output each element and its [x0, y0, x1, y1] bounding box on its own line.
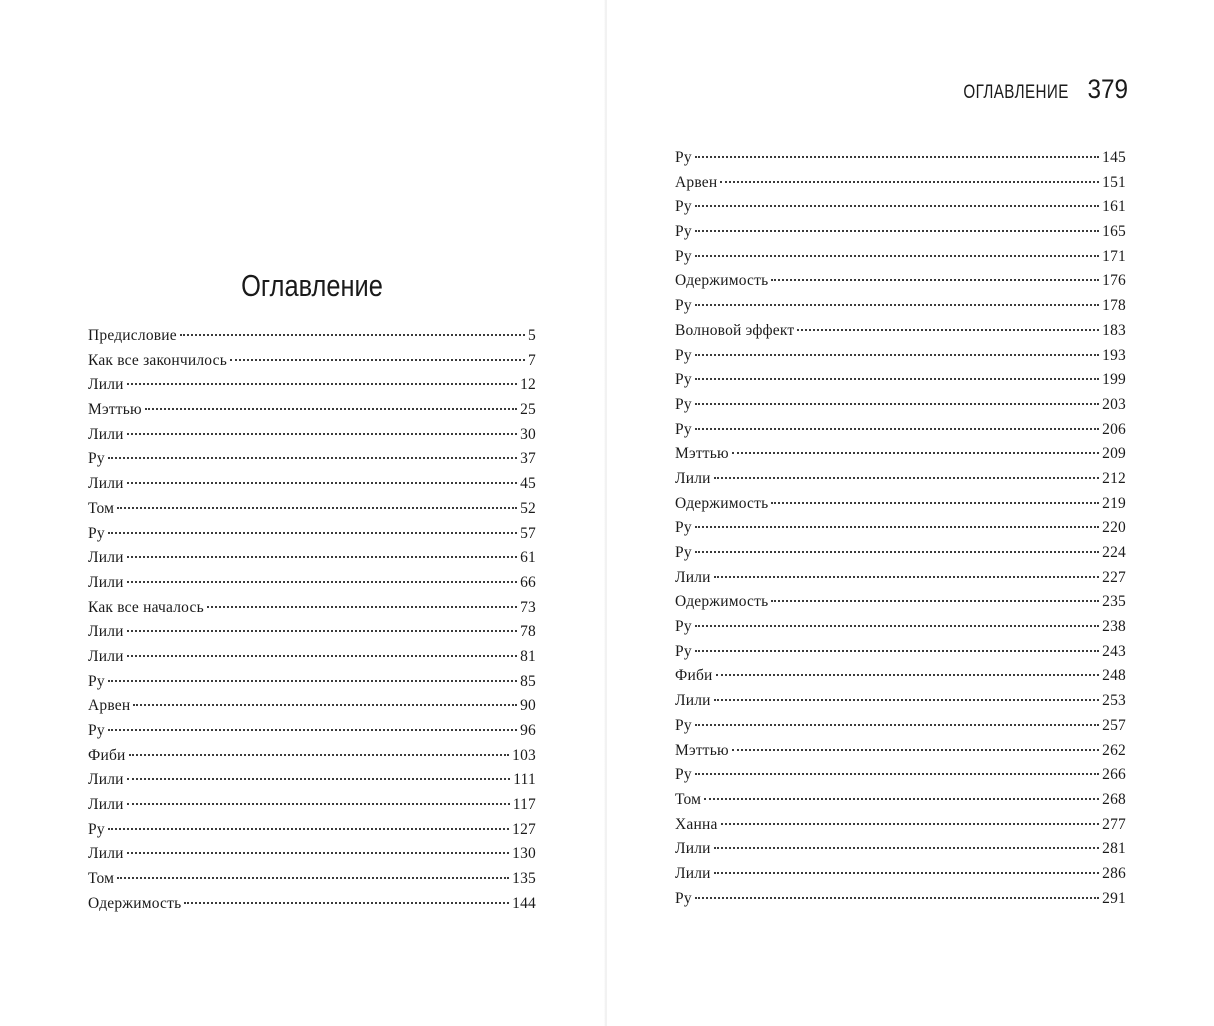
- toc-entry-title: Мэттью: [675, 445, 729, 463]
- toc-entry-title: Ханна: [675, 815, 718, 833]
- toc-entry: [675, 615, 1126, 640]
- toc-entry-page: 262: [1102, 741, 1126, 759]
- toc-entry-title: Ру: [675, 247, 692, 265]
- toc-entry: [88, 768, 536, 793]
- toc-entry: [675, 269, 1126, 294]
- toc-entry-title: Одержимость: [675, 494, 769, 512]
- dot-leader: [714, 699, 1100, 701]
- toc-entry-title: Одержимость: [675, 272, 769, 290]
- dot-leader: [721, 823, 1100, 825]
- toc-entry: [675, 146, 1126, 171]
- toc-entry-title: Ру: [675, 544, 692, 561]
- toc-entry: [675, 245, 1126, 270]
- toc-entry: [675, 590, 1126, 615]
- toc-entry: [675, 467, 1126, 492]
- toc-entry-title: Ру: [675, 198, 692, 216]
- toc-entry: [675, 689, 1126, 714]
- toc-entry-title: Мэттью: [88, 401, 142, 419]
- dot-leader: [127, 383, 517, 385]
- toc-entry-title: Ру: [675, 395, 692, 413]
- toc-entry-title: Ру: [675, 297, 692, 315]
- toc-entry: [88, 349, 536, 374]
- dot-leader: [695, 378, 1099, 380]
- toc-entry-page: 257: [1102, 716, 1126, 734]
- dot-leader: [695, 156, 1099, 158]
- dot-leader: [127, 581, 517, 583]
- toc-entry: [675, 788, 1126, 813]
- toc-entry-title: Арвен: [675, 173, 718, 191]
- toc-entry: [675, 368, 1126, 393]
- toc-entry: [675, 664, 1126, 689]
- toc-entry-title: Лили: [675, 864, 711, 882]
- toc-entry-title: Лили: [88, 623, 124, 641]
- dot-leader: [714, 847, 1100, 849]
- toc-entry-title: Лили: [88, 647, 124, 665]
- toc-entry-page: 85: [520, 672, 536, 690]
- dot-leader: [714, 477, 1100, 479]
- toc-entry: [88, 719, 536, 744]
- toc-list-left: [88, 324, 536, 917]
- dot-leader: [145, 408, 517, 410]
- dot-leader: [771, 600, 1099, 602]
- toc-entry-title: Лили: [88, 475, 124, 493]
- dot-leader: [695, 428, 1099, 430]
- toc-entry-title: Ру: [88, 450, 105, 468]
- toc-entry: [675, 837, 1126, 862]
- toc-entry-title: Ру: [675, 889, 692, 907]
- toc-entry-page: 7: [528, 351, 536, 369]
- toc-entry-page: 151: [1102, 173, 1126, 191]
- toc-entry: [88, 324, 536, 349]
- toc-entry: [675, 195, 1126, 220]
- toc-entry-title: Лили: [88, 573, 124, 591]
- toc-entry-page: 111: [513, 771, 536, 789]
- toc-entry-title: Как все началось: [88, 598, 204, 616]
- toc-entry: [675, 566, 1126, 591]
- toc-entry-page: 277: [1102, 815, 1126, 833]
- toc-entry: [88, 497, 536, 522]
- toc-entry: [88, 620, 536, 645]
- dot-leader: [695, 205, 1099, 207]
- toc-entry-title: Лили: [88, 376, 124, 394]
- dot-leader: [732, 749, 1099, 751]
- dot-leader: [695, 773, 1099, 775]
- toc-entry-page: 171: [1102, 247, 1126, 265]
- toc-entry-page: 209: [1102, 445, 1126, 463]
- dot-leader: [771, 502, 1099, 504]
- toc-entry-title: Лили: [88, 549, 124, 567]
- toc-entry-page: 66: [520, 573, 536, 591]
- toc-entry: [88, 867, 536, 892]
- toc-entry: [88, 423, 536, 448]
- toc-entry-title: Ру: [675, 716, 692, 734]
- toc-entry: [88, 522, 536, 547]
- toc-entry: [675, 516, 1126, 541]
- dot-leader: [108, 828, 509, 830]
- toc-entry-title: Лили: [88, 796, 124, 814]
- toc-entry-title: Как все закончилось: [88, 351, 227, 369]
- toc-entry-page: 5: [528, 327, 536, 344]
- toc-entry-title: Ру: [675, 223, 692, 241]
- dot-leader: [704, 798, 1099, 800]
- dot-leader: [127, 433, 517, 435]
- dot-leader: [108, 729, 517, 731]
- toc-entry-page: 176: [1102, 272, 1126, 290]
- dot-leader: [695, 403, 1099, 405]
- toc-entry-page: 145: [1102, 149, 1126, 166]
- toc-entry-page: 248: [1102, 667, 1126, 685]
- toc-entry-page: 199: [1102, 371, 1126, 389]
- toc-entry-title: Ру: [88, 524, 105, 542]
- toc-entry-title: Ру: [675, 420, 692, 438]
- toc-entry-page: 206: [1102, 420, 1126, 438]
- toc-entry-title: Арвен: [88, 697, 131, 715]
- toc-entry: [675, 319, 1126, 344]
- toc-entry: [675, 813, 1126, 838]
- toc-entry-page: 30: [520, 425, 536, 443]
- toc-entry-title: Одержимость: [88, 894, 182, 912]
- toc-entry: [88, 892, 536, 917]
- toc-entry-title: Том: [675, 790, 702, 808]
- toc-entry-title: Лили: [675, 469, 711, 487]
- toc-entry-title: Волновой эффект: [675, 321, 795, 339]
- toc-entry-page: 52: [520, 499, 536, 517]
- toc-entry-title: Лили: [675, 840, 711, 858]
- dot-leader: [695, 650, 1099, 652]
- toc-entry-page: 281: [1102, 840, 1126, 858]
- toc-entry-title: Том: [88, 499, 115, 517]
- toc-entry-page: 238: [1102, 618, 1126, 636]
- dot-leader: [695, 255, 1099, 257]
- toc-entry-page: 268: [1102, 790, 1126, 808]
- toc-entry-page: 219: [1102, 494, 1126, 512]
- toc-entry-title: Ру: [675, 766, 692, 784]
- dot-leader: [797, 329, 1099, 331]
- toc-entry-page: 96: [520, 722, 536, 739]
- toc-entry: [675, 714, 1126, 739]
- dot-leader: [127, 556, 517, 558]
- toc-entry-page: 243: [1102, 642, 1126, 660]
- toc-entry: [675, 393, 1126, 418]
- toc-entry-page: 235: [1102, 593, 1126, 611]
- toc-entry-title: Том: [88, 870, 115, 888]
- toc-entry: [675, 541, 1126, 566]
- dot-leader: [117, 877, 509, 879]
- toc-entry: [88, 546, 536, 571]
- dot-leader: [108, 532, 517, 534]
- toc-entry-page: 57: [520, 524, 536, 542]
- toc-entry-page: 144: [512, 894, 536, 912]
- toc-entry: [88, 398, 536, 423]
- dot-leader: [695, 230, 1099, 232]
- toc-entry-title: Ру: [88, 672, 105, 690]
- toc-entry-page: 61: [520, 549, 536, 567]
- toc-entry: [88, 818, 536, 843]
- dot-leader: [732, 452, 1099, 454]
- toc-entry-title: Ру: [88, 820, 105, 838]
- toc-entry-page: 224: [1102, 544, 1126, 561]
- toc-entry-title: Ру: [88, 722, 105, 739]
- toc-entry: [675, 171, 1126, 196]
- toc-entry-title: Ру: [675, 371, 692, 389]
- dot-leader: [207, 606, 517, 608]
- toc-entry-title: Лили: [675, 568, 711, 586]
- dot-leader: [184, 902, 509, 904]
- toc-entry-page: 286: [1102, 864, 1126, 882]
- dot-leader: [695, 551, 1099, 553]
- toc-entry-page: 73: [520, 598, 536, 616]
- toc-entry-title: Предисловие: [88, 327, 177, 344]
- toc-entry-page: 212: [1102, 469, 1126, 487]
- dot-leader: [695, 304, 1099, 306]
- toc-entry: [88, 842, 536, 867]
- toc-entry: [675, 492, 1126, 517]
- toc-entry-page: 130: [512, 845, 536, 863]
- toc-entry-page: 266: [1102, 766, 1126, 784]
- dot-leader: [129, 754, 510, 756]
- dot-leader: [127, 482, 517, 484]
- toc-entry-page: 45: [520, 475, 536, 493]
- toc-title: Оглавление: [241, 268, 383, 303]
- toc-entry: [675, 887, 1126, 912]
- toc-entry: [675, 862, 1126, 887]
- dot-leader: [133, 704, 517, 706]
- toc-entry-page: 81: [520, 647, 536, 665]
- toc-entry: [675, 294, 1126, 319]
- toc-entry: [675, 220, 1126, 245]
- dot-leader: [180, 334, 525, 336]
- dot-leader: [695, 526, 1099, 528]
- dot-leader: [695, 354, 1099, 356]
- toc-entry-title: Одержимость: [675, 593, 769, 611]
- toc-entry-page: 165: [1102, 223, 1126, 241]
- toc-entry-page: 25: [520, 401, 536, 419]
- toc-entry-page: 37: [520, 450, 536, 468]
- toc-entry-page: 161: [1102, 198, 1126, 216]
- toc-entry: [88, 670, 536, 695]
- toc-entry-title: Мэттью: [675, 741, 729, 759]
- toc-entry: [88, 694, 536, 719]
- toc-entry-page: 103: [512, 746, 536, 764]
- toc-entry-title: Лили: [88, 425, 124, 443]
- toc-entry-title: Фиби: [675, 667, 713, 685]
- toc-entry-title: Ру: [675, 642, 692, 660]
- toc-entry: [675, 763, 1126, 788]
- toc-entry: [88, 744, 536, 769]
- toc-entry: [675, 418, 1126, 443]
- toc-entry-title: Лили: [88, 845, 124, 863]
- dot-leader: [716, 674, 1100, 676]
- dot-leader: [108, 457, 517, 459]
- dot-leader: [714, 576, 1100, 578]
- toc-entry-page: 291: [1102, 889, 1126, 907]
- dot-leader: [127, 655, 517, 657]
- dot-leader: [695, 724, 1099, 726]
- toc-entry: [88, 571, 536, 596]
- dot-leader: [117, 507, 517, 509]
- toc-entry-page: 183: [1102, 321, 1126, 339]
- dot-leader: [695, 897, 1099, 899]
- dot-leader: [714, 872, 1100, 874]
- toc-entry-title: Ру: [675, 618, 692, 636]
- left-page: [0, 0, 606, 1026]
- toc-entry-title: Лили: [675, 692, 711, 710]
- toc-entry: [88, 596, 536, 621]
- dot-leader: [127, 778, 511, 780]
- toc-entry-page: 78: [520, 623, 536, 641]
- dot-leader: [230, 359, 525, 361]
- running-title: ОГЛАВЛЕНИЕ: [963, 82, 1069, 103]
- toc-entry: [88, 373, 536, 398]
- dot-leader: [695, 625, 1099, 627]
- dot-leader: [127, 852, 510, 854]
- toc-entry-page: 227: [1102, 568, 1126, 586]
- toc-entry-page: 220: [1102, 519, 1126, 537]
- toc-entry-title: Фиби: [88, 746, 126, 764]
- toc-entry-page: 253: [1102, 692, 1126, 710]
- toc-entry: [675, 640, 1126, 665]
- toc-entry-page: 127: [512, 820, 536, 838]
- dot-leader: [720, 181, 1099, 183]
- toc-entry: [675, 739, 1126, 764]
- dot-leader: [108, 680, 517, 682]
- toc-entry: [675, 344, 1126, 369]
- toc-entry: [88, 793, 536, 818]
- toc-entry-title: Ру: [675, 519, 692, 537]
- toc-entry: [675, 442, 1126, 467]
- page-number: 379: [1087, 74, 1128, 104]
- dot-leader: [127, 630, 517, 632]
- dot-leader: [127, 803, 510, 805]
- toc-entry: [88, 472, 536, 497]
- toc-entry-page: 90: [520, 697, 536, 715]
- toc-entry-title: Лили: [88, 771, 124, 789]
- toc-entry-title: Ру: [675, 346, 692, 364]
- toc-entry-page: 135: [512, 870, 536, 888]
- toc-entry-title: Ру: [675, 149, 692, 166]
- toc-entry-page: 117: [512, 796, 536, 814]
- dot-leader: [771, 279, 1099, 281]
- running-head: [937, 74, 1128, 110]
- toc-entry: [88, 447, 536, 472]
- toc-entry-page: 193: [1102, 346, 1126, 364]
- toc-entry-page: 203: [1102, 395, 1126, 413]
- toc-entry-page: 12: [520, 376, 536, 394]
- toc-entry-page: 178: [1102, 297, 1126, 315]
- toc-list-right: [675, 146, 1126, 911]
- toc-entry: [88, 645, 536, 670]
